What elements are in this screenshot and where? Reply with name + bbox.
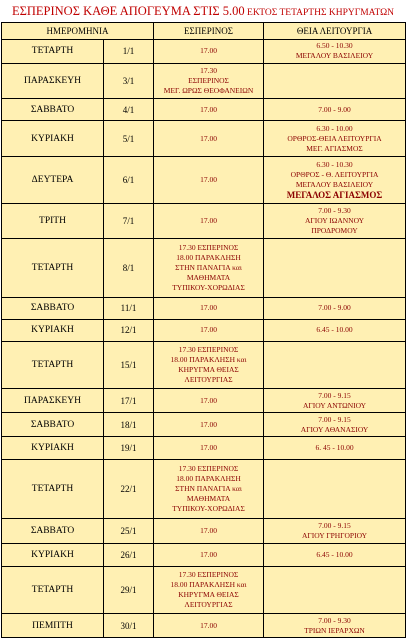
vespers-line: 17.00 [200,525,217,535]
table-row [2,567,406,614]
liturgy-line: 6.30 - 10.00 [316,123,353,133]
vespers-line: 17.30 ΕΣΠΕΡΙΝΟΣ [178,570,239,580]
table-row [2,40,406,64]
header-row [2,23,406,40]
cell-liturgy [264,40,406,64]
table-row [2,543,406,567]
vespers-line: ΜΕΓ. ΩΡΩΣ ΘΕΟΦΑΝΕΙΩΝ [163,85,254,95]
liturgy-line: ΜΕΓΑΛΟΣ ΑΓΙΑΣΜΟΣ [286,189,383,200]
cell-vespers [154,437,264,460]
cell-vespers [154,63,264,98]
cell-liturgy [264,156,406,203]
cell-date: 12/1 [104,319,154,342]
title-part-1: ΕΣΠΕΡΙΝΟΣ ΚΑΘΕ ΑΠΟΓΕΥΜΑ ΣΤΙΣ [11,4,223,18]
cell-day: ΤΕΤΑΡΤΗ [2,239,104,298]
vespers-line: ΕΣΠΕΡΙΝΟΣ [188,75,229,85]
liturgy-line: 6. 45 - 10.00 [315,443,354,453]
liturgy-line: ΑΓΙΟΥ ΑΝΤΩΝΙΟΥ [302,400,367,410]
cell-day: ΤΡΙΤΗ [2,203,104,238]
liturgy-line: ΤΡΙΩΝ ΙΕΡΑΡΧΩΝ [304,625,365,635]
cell-liturgy [264,342,406,389]
cell-day: ΣΑΒΒΑΤΟ [2,518,104,543]
cell-liturgy [264,239,406,298]
cell-day: ΤΕΤΑΡΤΗ [2,567,104,614]
table-row [2,342,406,389]
title-part-3: ΕΚΤΟΣ ΤΕΤΑΡΤΗΣ ΚΗΡΥΓΜΑΤΩΝ [244,8,395,18]
vespers-line: 17.00 [200,174,217,184]
cell-date: 19/1 [104,437,154,460]
cell-date: 5/1 [104,121,154,156]
page-title [0,0,406,22]
cell-liturgy [264,98,406,121]
cell-liturgy [264,389,406,413]
cell-liturgy [264,121,406,156]
table-row [2,319,406,342]
liturgy-line: ΜΕΓΑΛΟΥ ΒΑΣΙΛΕΙΟΥ [295,179,374,189]
cell-day: ΣΑΒΒΑΤΟ [2,298,104,319]
cell-liturgy [264,459,406,518]
liturgy-line: 7.00 - 9.00 [318,104,351,114]
title-time: 5.00 [222,4,245,18]
table-row [2,412,406,437]
vespers-line: 17.00 [200,104,217,114]
cell-vespers [154,518,264,543]
liturgy-line: ΑΓΙΟΥ ΙΩΑΝΝΟΥ [304,216,365,226]
vespers-line: 18.00 ΠΑΡΑΚΛΗΣΗ και [170,580,247,590]
cell-vespers [154,342,264,389]
cell-day: ΠΑΡΑΣΚΕΥΗ [2,389,104,413]
cell-date: 25/1 [104,518,154,543]
cell-liturgy [264,567,406,614]
cell-date: 26/1 [104,543,154,567]
cell-day: ΣΑΒΒΑΤΟ [2,412,104,437]
cell-liturgy [264,412,406,437]
cell-date: 30/1 [104,614,154,638]
vespers-line: ΣΤΗΝ ΠΑΝΑΓΙΑ και [175,263,242,273]
cell-day: ΠΑΡΑΣΚΕΥΗ [2,63,104,98]
cell-vespers [154,614,264,638]
cell-date: 15/1 [104,342,154,389]
cell-vespers [154,459,264,518]
schedule-table [1,22,406,638]
vespers-line: 17.00 [200,133,217,143]
vespers-line: ΜΑΘΗΜΑΤΑ [186,493,231,503]
liturgy-line: 6.30 - 10.30 [316,159,353,169]
header-liturgy: ΘΕΙΑ ΛΕΙΤΟΥΡΓΙΑ [264,23,406,40]
cell-day: ΚΥΡΙΑΚΗ [2,437,104,460]
cell-liturgy [264,437,406,460]
cell-day: ΚΥΡΙΑΚΗ [2,319,104,342]
cell-vespers [154,121,264,156]
cell-liturgy [264,298,406,319]
cell-date: 3/1 [104,63,154,98]
cell-liturgy [264,63,406,98]
cell-liturgy [264,614,406,638]
vespers-line: 17.00 [200,419,217,429]
table-row [2,389,406,413]
cell-vespers [154,389,264,413]
cell-day: ΤΕΤΑΡΤΗ [2,342,104,389]
cell-vespers [154,98,264,121]
liturgy-line: 6.45 - 10.00 [316,325,353,335]
vespers-line: 18.00 ΠΑΡΑΚΛΗΣΗ [176,473,241,483]
cell-date: 4/1 [104,98,154,121]
table-row [2,121,406,156]
vespers-line: ΚΗΡΥΓΜΑ ΘΕΙΑΣ [178,590,239,600]
vespers-line: 17.00 [200,620,217,630]
cell-day: ΤΕΤΑΡΤΗ [2,459,104,518]
vespers-line: ΤΥΠΙΚΟΥ-ΧΟΡΩΔΙΑΣ [172,283,245,293]
cell-date: 8/1 [104,239,154,298]
liturgy-line: ΟΡΘΡΟΣ - Θ. ΛΕΙΤΟΥΡΓΙΑ [290,169,379,179]
vespers-line: 17.00 [200,549,217,559]
liturgy-line: 7.00 - 9.00 [318,303,351,313]
vespers-line: ΤΥΠΙΚΟΥ-ΧΟΡΩΔΙΑΣ [172,503,245,513]
cell-vespers [154,203,264,238]
vespers-line: 17.00 [200,216,217,226]
vespers-line: 17.30 [200,65,217,75]
cell-day: ΠΕΜΠΤΗ [2,614,104,638]
cell-date: 29/1 [104,567,154,614]
liturgy-line: ΑΓΙΟΥ ΓΡΗΓΟΡΙΟΥ [301,530,368,540]
cell-day: ΔΕΥΤΕΡΑ [2,156,104,203]
cell-date: 22/1 [104,459,154,518]
cell-vespers [154,298,264,319]
vespers-line: ΛΕΙΤΟΥΡΓΙΑΣ [184,375,233,385]
liturgy-line: 7.00 - 9.30 [318,615,351,625]
liturgy-line: ΜΕΓΑΛΟΥ ΒΑΣΙΛΕΙΟΥ [295,51,374,61]
liturgy-line: 7.00 - 9.15 [318,520,351,530]
liturgy-line: 7.00 - 9.30 [318,206,351,216]
header-date: ΗΜΕΡΟΜΗΝΙΑ [2,23,154,40]
vespers-line: 17.30 ΕΣΠΕΡΙΝΟΣ [178,345,239,355]
table-row [2,459,406,518]
cell-date: 1/1 [104,40,154,64]
liturgy-line: 6.45 - 10.00 [316,549,353,559]
cell-vespers [154,412,264,437]
vespers-line: 17.00 [200,395,217,405]
vespers-line: ΚΗΡΥΓΜΑ ΘΕΙΑΣ [178,365,239,375]
liturgy-line: ΜΕΓ. ΑΓΙΑΣΜΟΣ [306,143,363,153]
cell-date: 7/1 [104,203,154,238]
cell-date: 18/1 [104,412,154,437]
cell-day: ΣΑΒΒΑΤΟ [2,98,104,121]
table-row [2,437,406,460]
vespers-line: ΜΑΘΗΜΑΤΑ [186,273,231,283]
cell-day: ΚΥΡΙΑΚΗ [2,121,104,156]
cell-liturgy [264,319,406,342]
table-row [2,203,406,238]
cell-date: 17/1 [104,389,154,413]
liturgy-line: ΠΡΟΔΡΟΜΟΥ [311,226,358,236]
schedule-rows [2,40,406,638]
cell-vespers [154,319,264,342]
liturgy-line: ΟΡΘΡΟΣ-ΘΕΙΑ ΛΕΙΤΟΥΡΓΙΑ [287,133,382,143]
cell-liturgy [264,203,406,238]
vespers-line: 17.00 [200,443,217,453]
vespers-line: ΣΤΗΝ ΠΑΝΑΓΙΑ και [175,483,242,493]
table-row [2,518,406,543]
table-row [2,156,406,203]
vespers-line: 17.00 [200,303,217,313]
vespers-line: 17.00 [200,46,217,56]
cell-date: 11/1 [104,298,154,319]
liturgy-line: ΑΓΙΟΥ ΑΘΑΝΑΣΙΟΥ [300,424,369,434]
vespers-line: 17.30 ΕΣΠΕΡΙΝΟΣ [178,463,239,473]
table-row [2,239,406,298]
vespers-line: 18.00 ΠΑΡΑΚΛΗΣΗ και [170,355,247,365]
table-row [2,98,406,121]
cell-liturgy [264,518,406,543]
cell-day: ΤΕΤΑΡΤΗ [2,40,104,64]
liturgy-line: 7.00 - 9.15 [318,390,351,400]
cell-vespers [154,567,264,614]
cell-date: 6/1 [104,156,154,203]
cell-vespers [154,40,264,64]
cell-day: ΚΥΡΙΑΚΗ [2,543,104,567]
cell-liturgy [264,543,406,567]
vespers-line: 17.00 [200,325,217,335]
liturgy-line: 6.50 - 10.30 [316,41,353,51]
vespers-line: 17.30 ΕΣΠΕΡΙΝΟΣ [178,243,239,253]
cell-vespers [154,156,264,203]
header-vespers: ΕΣΠΕΡΙΝΟΣ [154,23,264,40]
table-row [2,63,406,98]
vespers-line: ΛΕΙΤΟΥΡΓΙΑΣ [184,600,233,610]
table-row [2,614,406,638]
cell-vespers [154,239,264,298]
cell-vespers [154,543,264,567]
liturgy-line: 7.00 - 9.15 [318,414,351,424]
table-row [2,298,406,319]
vespers-line: 18.00 ΠΑΡΑΚΛΗΣΗ [176,253,241,263]
